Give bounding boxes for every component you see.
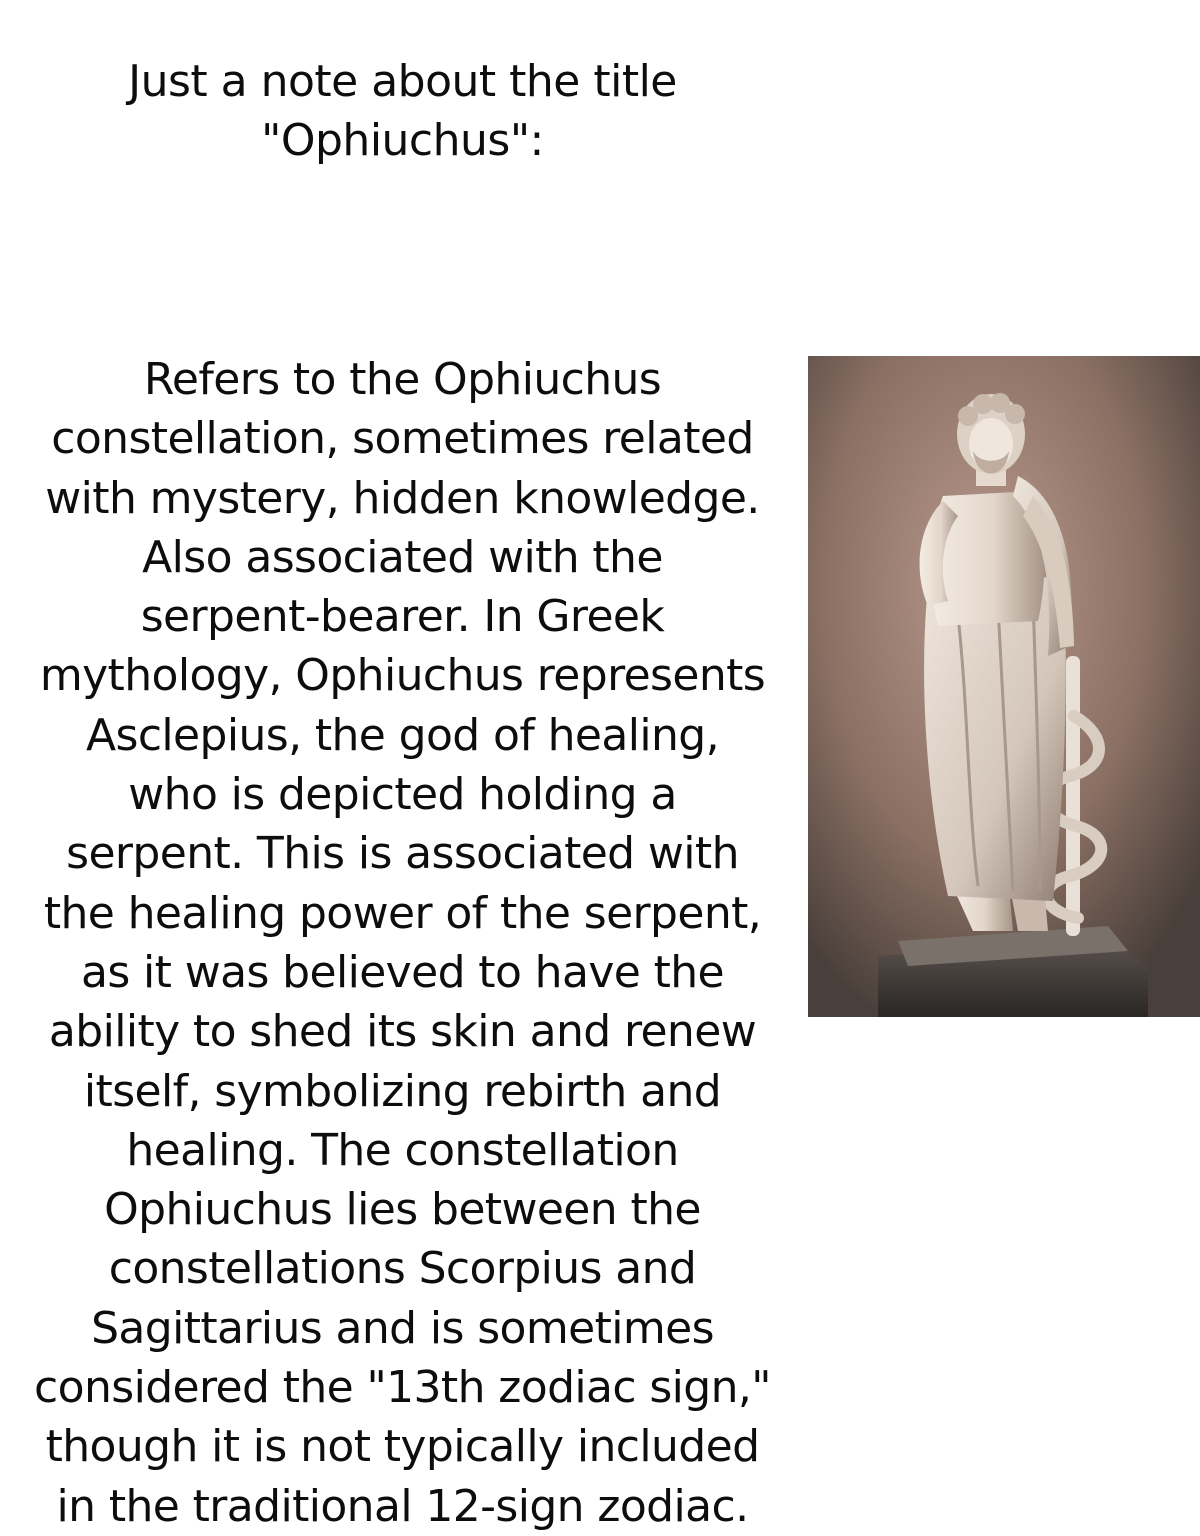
page-title: Just a note about the title "Ophiuchus":	[128, 56, 677, 166]
body-paragraph: Refers to the Ophiuchus constellation, sometimes related with mystery, hidden knowledge. Also associated with the serpent-bearer. In Greek mythology, Ophiuchus represents Asclepius, the god of healing, who is depicted holding a serpent. This is associated with the healing power of the serpent, as it was believed to have the ability to shed its skin and renew itself, symbolizing rebirth and healing. The constellation Ophiuchus lies between the constellations Scorpius and Sagittarius and is sometimes considered the "13th zodiac sign," though it is not typically included in the traditional 12-sign zodiac.	[34, 354, 771, 1532]
asclepius-statue-image	[808, 356, 1200, 1017]
